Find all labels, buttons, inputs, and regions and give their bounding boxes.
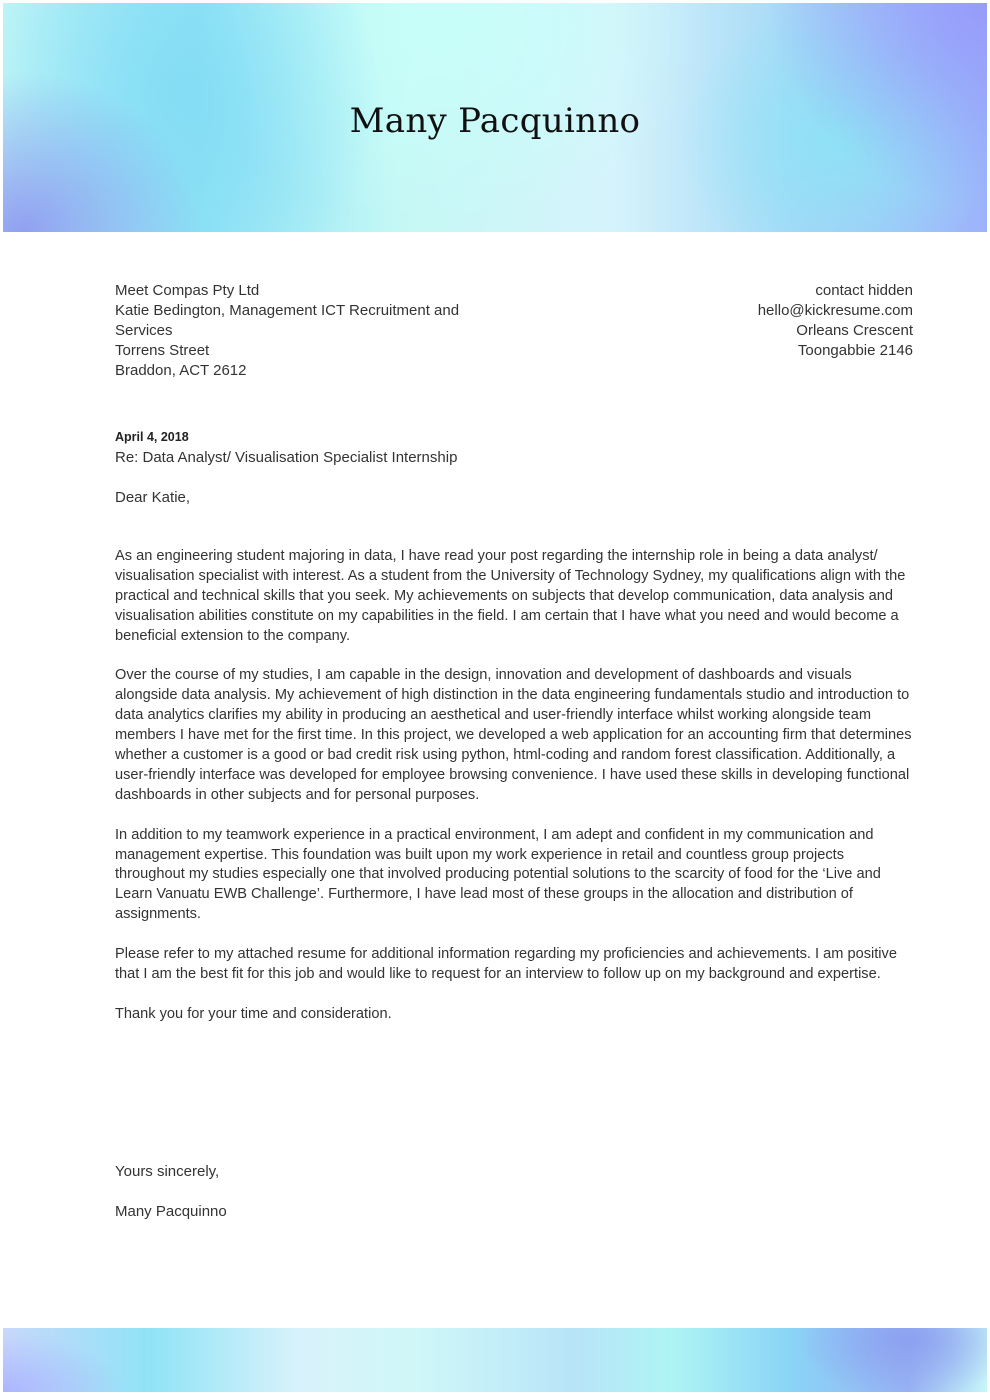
applicant-name-heading: Many Pacquinno — [349, 101, 641, 141]
body-paragraph: Thank you for your time and consideration. — [115, 1005, 392, 1022]
sender-street: Orleans Crescent — [796, 322, 913, 339]
body-paragraph: In addition to my teamwork experience in a practical environment, I am adept and confident in my communication and management expertise. This foundation was built upon my work experience in retail and countless group projects throughout my studies especially one that involved producing potential solutions to the scarcity of food for the ‘Live and Learn Vanuatu EWB Challenge’. Furthermore, I have lead most of these groups in the allocation and distribution of assignments. — [115, 826, 881, 923]
recipient-line: Braddon, ACT 2612 — [115, 362, 247, 379]
letter-closing: Yours sincerely, — [115, 1163, 220, 1180]
recipient-line: Katie Bedington, Management ICT Recruitment and — [115, 302, 460, 319]
header-banner — [3, 3, 987, 232]
letter-salutation: Dear Katie, — [115, 489, 191, 506]
sender-email: hello@kickresume.com — [757, 302, 913, 319]
footer-banner — [3, 1328, 987, 1392]
recipient-address — [115, 281, 505, 381]
body-paragraph: Over the course of my studies, I am capable in the design, innovation and development of dashboards and visuals alongside data analysis. My achievement of high distinction in the data engineering fundamentals studio and introduction to data analytics clarifies my ability in producing an aesthetical and user-friendly interface whilst working alongside team members I have met for the first time. In this project, we developed a web application for an accounting firm that determines whether a customer is a good or bad credit risk using python, html-coding and random forest classification. Additionally, a user-friendly interface was developed for employee browsing convenience. I have used these skills in developing functional dashboards in other subjects and for personal purposes. — [115, 667, 912, 803]
recipient-line: Services — [115, 322, 173, 339]
recipient-line: Meet Compas Pty Ltd — [115, 282, 260, 299]
body-paragraph: As an engineering student majoring in data, I have read your post regarding the internship role in being a data analyst/ visualisation specialist with interest. As a student from the University of Technology Sydney, my qualifications align with the practical and technical skills that you seek. My achievements on subjects that develop communication, data analysis and visualisation abilities constitute on my capabilities in the field. I am certain that I have what you need and would become a beneficial extension to the company. — [115, 548, 906, 644]
sender-contact — [758, 281, 913, 361]
letter-subject: Re: Data Analyst/ Visualisation Specialist Internship — [115, 449, 458, 466]
sender-contact-status: contact hidden — [815, 282, 913, 299]
letter-signature: Many Pacquinno — [115, 1203, 227, 1220]
letter-body — [115, 547, 915, 1045]
recipient-line: Torrens Street — [115, 342, 210, 359]
sender-suburb: Toongabbie 2146 — [797, 342, 913, 359]
body-paragraph: Please refer to my attached resume for additional information regarding my proficiencies and achievements. I am positive that I am the best fit for this job and would like to request for an interview to follow up on my background and expertise. — [115, 946, 897, 982]
letter-date: April 4, 2018 — [115, 430, 189, 444]
